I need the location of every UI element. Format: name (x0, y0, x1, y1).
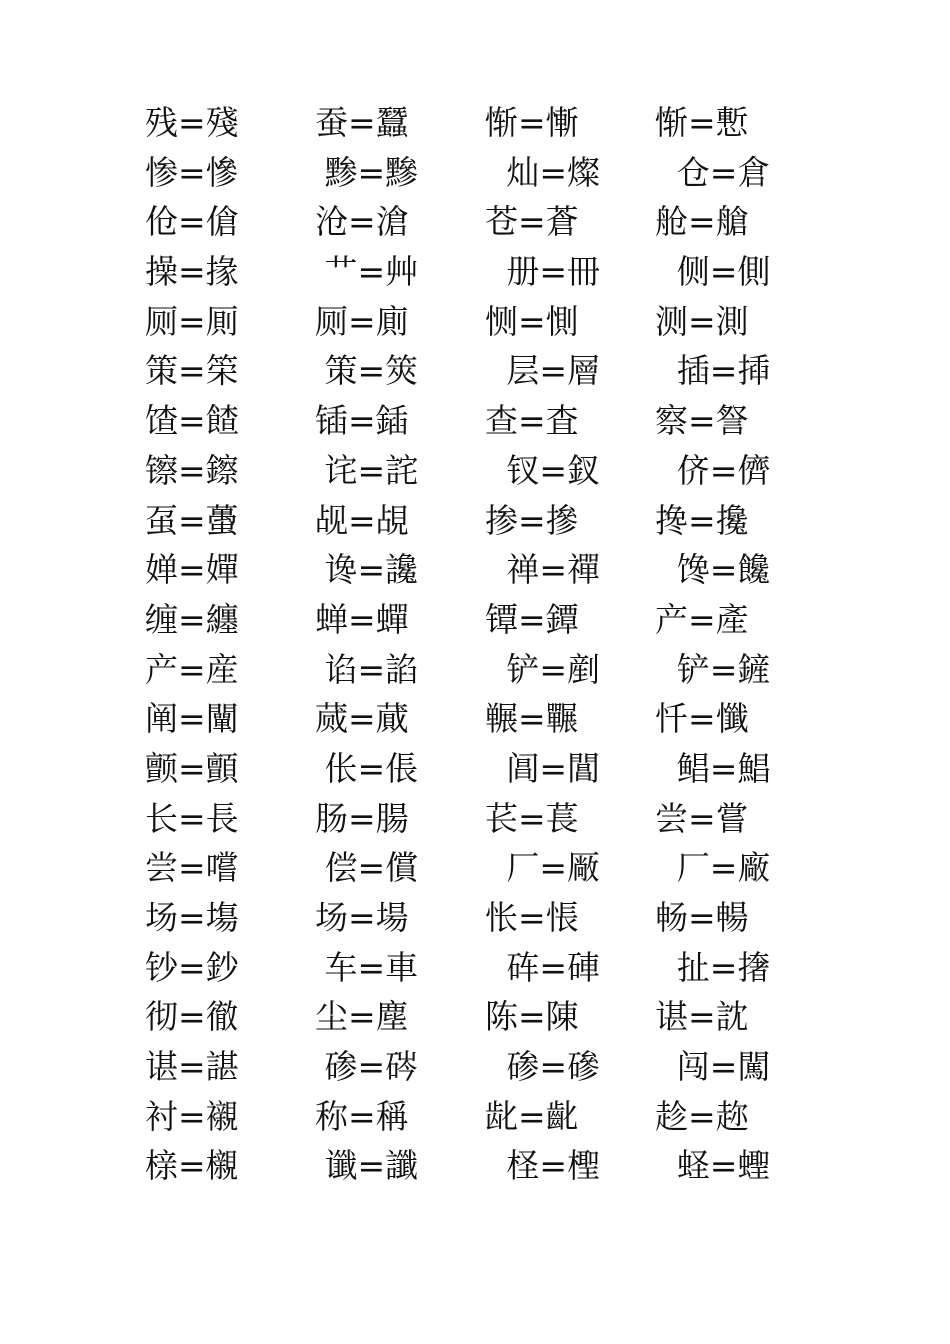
character-pair: 镲=鑔 (145, 450, 239, 490)
table-row (145, 297, 825, 347)
character-pair: 场=塲 (145, 898, 239, 937)
character-pair: 馋=饞 (676, 550, 771, 590)
character-pair: 车=車 (324, 947, 419, 987)
character-pair: 鲳=鯧 (676, 748, 771, 788)
character-pair: 厂=廠 (676, 848, 771, 888)
character-pair: 婵=嬋 (145, 550, 239, 590)
table-row (145, 446, 825, 496)
table-row (145, 148, 825, 198)
character-pair: 阐=闡 (145, 699, 239, 739)
table-row (145, 396, 825, 446)
character-pair: 镡=鐔 (485, 599, 579, 639)
character-pair: 禅=禪 (506, 550, 601, 590)
character-pair: 苌=萇 (485, 798, 579, 838)
character-pair: 伧=傖 (145, 202, 239, 242)
table-row (145, 1092, 825, 1142)
table-row (145, 645, 825, 695)
table-row (145, 943, 825, 993)
character-pair: 觇=覘 (315, 500, 409, 540)
character-pair: 趁=趂 (655, 1096, 749, 1136)
table-row (145, 1141, 825, 1191)
character-pair: 操=掾 (145, 252, 239, 292)
table-row (145, 496, 825, 546)
character-pair: 场=場 (315, 898, 409, 937)
character-pair: 铲=鏟 (676, 649, 771, 689)
character-pair: 怅=悵 (485, 898, 579, 937)
character-pair: 谗=讒 (324, 550, 419, 590)
character-pair: 察=詧 (655, 401, 749, 441)
table-row (145, 843, 825, 893)
character-pair: 蒇=蕆 (315, 699, 409, 739)
character-pair: 柽=檉 (506, 1146, 601, 1186)
character-pair: 册=冊 (506, 252, 601, 292)
character-pair: 冁=囅 (485, 699, 579, 739)
character-pair: 碜=硶 (324, 1047, 419, 1087)
character-pair: 惭=慙 (655, 103, 749, 142)
character-pair: 插=揷 (676, 351, 771, 391)
character-pair: 缠=纏 (145, 599, 239, 639)
character-pair: 沧=滄 (315, 202, 409, 242)
character-pair: 苍=蒼 (485, 202, 579, 242)
character-pair: 伥=倀 (324, 748, 419, 788)
character-pair: 谶=讖 (324, 1146, 419, 1186)
character-pair: 闯=闖 (676, 1047, 771, 1087)
table-row (145, 694, 825, 744)
character-pair: 砗=硨 (506, 947, 601, 987)
character-pair: 钗=釵 (506, 450, 601, 490)
character-pair: 掺=摻 (485, 500, 579, 540)
character-pair: 搀=攙 (655, 500, 749, 540)
character-pair: 陈=陳 (485, 997, 579, 1037)
character-pair: 畅=暢 (655, 898, 749, 937)
character-pair: 颤=顫 (145, 748, 239, 788)
character-pair: 虿=蠆 (145, 500, 239, 540)
character-pair: 侧=側 (676, 252, 771, 292)
character-pair: 扯=撦 (676, 947, 771, 987)
character-pair: 产=產 (655, 599, 749, 639)
character-pair: 策=筞 (145, 351, 239, 391)
character-pair: 蛏=蟶 (676, 1146, 771, 1186)
table-row (145, 346, 825, 396)
character-pair: 榇=櫬 (145, 1146, 239, 1186)
character-pair: 锸=鍤 (315, 401, 409, 441)
table-row (145, 247, 825, 297)
table-row (145, 794, 825, 844)
character-pair: 谌=訦 (655, 997, 749, 1037)
character-pair: 尝=嘗 (655, 798, 749, 838)
character-pair: 查=査 (485, 401, 579, 441)
character-pair: 灿=燦 (506, 152, 601, 192)
character-pair: 侪=儕 (676, 450, 771, 490)
character-pair: 馇=餷 (145, 401, 239, 441)
character-pair: 艹=艸 (324, 252, 419, 292)
character-pair: 铲=剷 (506, 649, 601, 689)
character-pair: 尘=塵 (315, 997, 409, 1037)
character-pair: 长=長 (145, 798, 239, 838)
character-pair: 厕=廁 (315, 301, 409, 341)
character-pair: 称=稱 (315, 1096, 409, 1136)
character-pair: 层=層 (506, 351, 601, 391)
character-pair: 策=筴 (324, 351, 419, 391)
character-pair: 忏=懺 (655, 699, 749, 739)
character-pair: 谄=諂 (324, 649, 419, 689)
character-pair: 仓=倉 (676, 152, 771, 192)
table-row (145, 197, 825, 247)
character-table (145, 98, 825, 1191)
character-pair: 衬=襯 (145, 1096, 239, 1136)
table-row (145, 98, 825, 148)
character-pair: 舱=艙 (655, 202, 749, 242)
character-pair: 惭=慚 (485, 103, 579, 142)
character-pair: 惨=慘 (145, 152, 239, 192)
character-pair: 厂=厰 (506, 848, 601, 888)
character-pair: 龀=齔 (485, 1096, 579, 1136)
character-pair: 碜=磣 (506, 1047, 601, 1087)
character-pair: 钞=鈔 (145, 947, 239, 987)
character-pair: 蚕=蠶 (315, 103, 409, 142)
character-pair: 诧=詫 (324, 450, 419, 490)
character-pair: 产=産 (145, 649, 239, 689)
table-row (145, 744, 825, 794)
table-row (145, 595, 825, 645)
character-pair: 偿=償 (324, 848, 419, 888)
character-pair: 肠=腸 (315, 798, 409, 838)
character-pair: 阊=閶 (506, 748, 601, 788)
character-pair: 恻=惻 (485, 301, 579, 341)
table-row (145, 1042, 825, 1092)
character-pair: 黪=黲 (324, 152, 419, 192)
character-pair: 谌=諶 (145, 1047, 239, 1087)
table-row (145, 893, 825, 943)
table-row (145, 992, 825, 1042)
character-pair: 彻=徹 (145, 997, 239, 1037)
character-pair: 测=測 (655, 301, 749, 341)
table-row (145, 545, 825, 595)
character-pair: 蝉=蟬 (315, 599, 409, 639)
character-pair: 厕=厠 (145, 301, 239, 341)
character-pair: 尝=嚐 (145, 848, 239, 888)
character-pair: 残=殘 (145, 103, 239, 142)
